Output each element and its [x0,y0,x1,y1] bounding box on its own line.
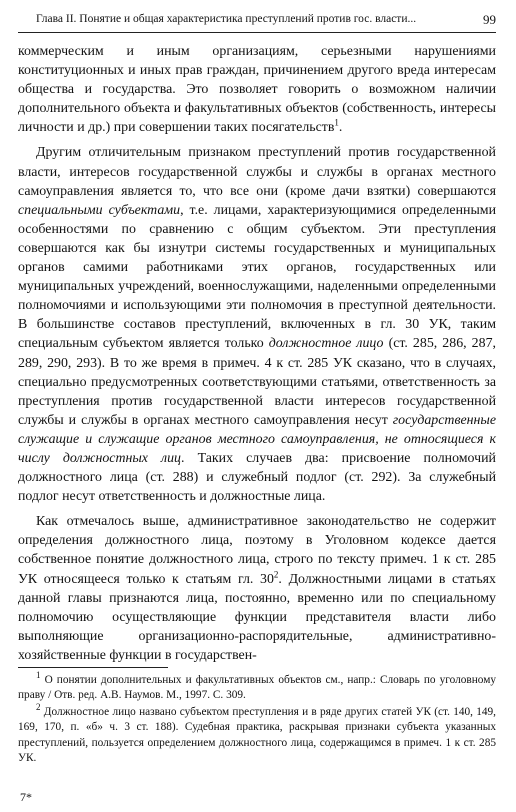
footnotes [18,670,497,766]
main-text [18,42,496,665]
emphasis-special-subjects: специальными субъектами [18,202,181,218]
emphasis-civil-servants: государственные служащие и служащие органов местного самоуправления, не относящиеся к числу должностных лиц [18,412,496,466]
footnote-1 [18,670,497,704]
footnote-1-text: О понятии дополнительных и факультативных объектов см., напр.: Словарь по уголовному праву / Отв. ред. А.В. Наумов. М., 1997. С. 309. [18,674,497,702]
paragraph-1 [18,42,496,137]
paragraph-3-text-end: . Должностными лицами в статьях данной главы признаются лица, постоянно, временно или по специальному полномочию осуществляющие функции представителя власти либо выполняющие организационно-распорядительные, административно-хозяйственные функции в государствен- [18,571,497,663]
paragraph-2-text-d: . Таких случаев два: присвоение полномочий должностного лица (ст. 288) и служебный подлог (ст. 292). За служебный подлог несут ответственность и должностные лица. [18,450,496,505]
paragraph-2 [18,143,496,506]
footnote-2-number: 2 [36,702,41,713]
paragraph-1-end: . [338,120,343,136]
paragraph-3-text: Как отмечалось выше, административное законодательство не содержит определения должностного лица, поэтому в Уголовном кодексе дается собственное понятие должностного лица, строго по тексту примеч. 1 к ст. 285 УК относящееся только к статьям гл. 30 [18,514,496,587]
paragraph-2-text-b: , т.е. лицами, характеризующимися определенными особенностями по сравнению с общим субъектом. Эти преступления совершаются как бы изнутри системы государственных и муниципальных органов самими работниками этих органов, государственных или муниципальных учреждений, военнослужащими, наделенными определенными полномочиями и использующими эти полномочия в преступной деятельности. В большинстве составов преступлений, включенных в гл. 30 УК, таким специальным субъектом является только [18,202,496,352]
paragraph-2-text-a: Другим отличительным признаком преступлений против государственной власти, интересов государственной службы и службы в органах местного самоуправления является то, что все они (кроме дачи взятки) совершаются [18,145,496,199]
paragraph-1-text: коммерческим и иным организациям, серьезными нарушениями конституционных и иных прав граждан, причинением другого вреда интересам общества и государства. Это позволяет говорить о возможном наличии дополнительного объекта и факультативных объектов (собственность, интересы личности и др.) при совершении таких посягательств [18,44,496,136]
emphasis-official: должностное лицо [268,336,384,352]
chapter-title: Глава II. Понятие и общая характеристика преступлений против гос. власти... [36,13,417,25]
footnote-ref-2[interactable]: 2 [273,568,279,579]
paragraph-3 [18,512,496,665]
footnote-2 [18,702,496,767]
printer-signature-mark: 7* [20,790,32,804]
footnote-divider [18,667,168,668]
footnote-ref-1[interactable]: 1 [334,117,339,128]
footnote-1-number: 1 [36,670,41,681]
footnote-2-text: Должностное лицо названо субъектом преступления и в ряде других статей УК (ст. 140, 149, 169, 170, п. «б» ч. 3 ст. 188). Судебная практика, раскрывая признаки субъекта указанных преступлений, пользуется определением должностного лица, содержащимся в примеч. 1 к ст. 285 УК. [18,705,496,765]
paragraph-2-text-c: (ст. 285, 286, 287, 289, 290, 293). В то же время в примеч. 4 к ст. 285 УК сказано, что в случаях, специально предусмотренных соответствующими статьями, ответственность за преступления против государственной власти интересов государственной службы и службы в органах местного самоуправления несут [18,336,496,428]
page-number: 99 [483,12,496,27]
running-header [18,10,496,33]
